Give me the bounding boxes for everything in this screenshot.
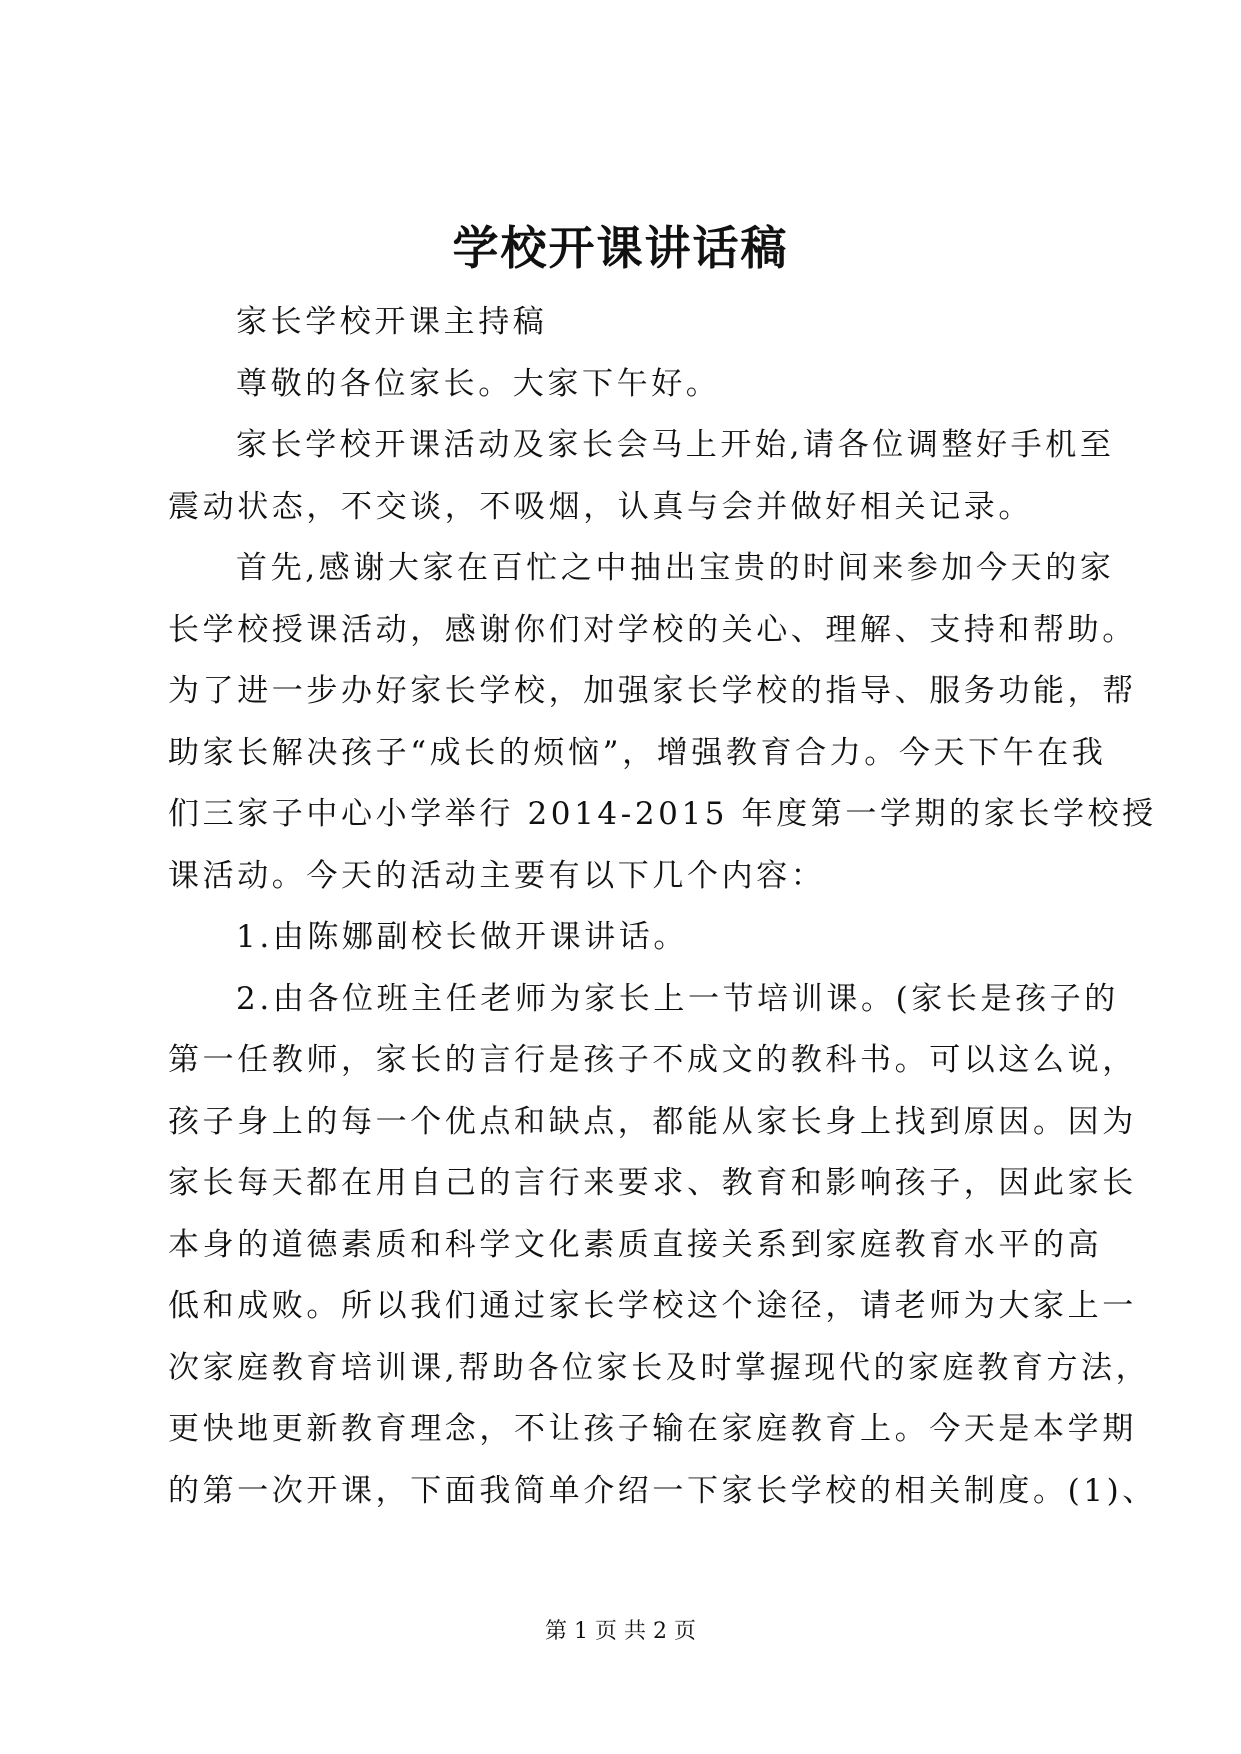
paragraph-line: 的第一次开课，下面我简单介绍一下家长学校的相关制度。(1)、	[168, 1472, 1157, 1509]
paragraph-line: 1.由陈娜副校长做开课讲话。	[236, 919, 688, 955]
paragraph-line: 次家庭教育培训课,帮助各位家长及时掌握现代的家庭教育方法，	[168, 1349, 1151, 1386]
paragraph-line: 第一任教师，家长的言行是孩子不成文的教科书。可以这么说，	[168, 1042, 1137, 1078]
paragraph-line: 低和成败。所以我们通过家长学校这个途径，请老师为大家上一	[168, 1288, 1137, 1324]
paragraph-line: 助家长解决孩子“成长的烦恼”，增强教育合力。今天下午在我	[168, 734, 1107, 771]
paragraph-line: 本身的道德素质和科学文化素质直接关系到家庭教育水平的高	[168, 1226, 1103, 1263]
paragraph-line: 孩子身上的每一个优点和缺点，都能从家长身上找到原因。因为	[168, 1103, 1137, 1140]
document-title: 学校开课讲话稿	[452, 221, 789, 275]
paragraph-line: 首先,感谢大家在百忙之中抽出宝贵的时间来参加今天的家	[236, 550, 1115, 586]
page-footer: 第 1 页 共 2 页	[545, 1619, 696, 1644]
paragraph-line: 课活动。今天的活动主要有以下几个内容：	[168, 857, 826, 894]
paragraph-line: 2.由各位班主任老师为家长上一节培训课。(家长是孩子的	[236, 980, 1119, 1017]
paragraph-line: 震动状态，不交谈，不吸烟，认真与会并做好相关记录。	[168, 488, 1033, 525]
paragraph-line: 们三家子中心小学举行 2014-2015 年度第一学期的家长学校授	[168, 796, 1157, 832]
document-body	[168, 292, 1157, 1522]
paragraph-line: 长学校授课活动，感谢你们对学校的关心、理解、支持和帮助。	[168, 611, 1137, 648]
paragraph-line: 家长学校开课活动及家长会马上开始,请各位调整好手机至	[236, 427, 1115, 463]
paragraph-line: 更快地更新教育理念，不让孩子输在家庭教育上。今天是本学期	[168, 1411, 1137, 1447]
paragraph-line: 尊敬的各位家长。大家下午好。	[236, 365, 721, 402]
paragraph-line: 为了进一步办好家长学校，加强家长学校的指导、服务功能，帮	[168, 673, 1137, 709]
paragraph-line: 家长每天都在用自己的言行来要求、教育和影响孩子，因此家长	[168, 1165, 1137, 1201]
paragraph-line: 家长学校开课主持稿	[236, 304, 548, 340]
